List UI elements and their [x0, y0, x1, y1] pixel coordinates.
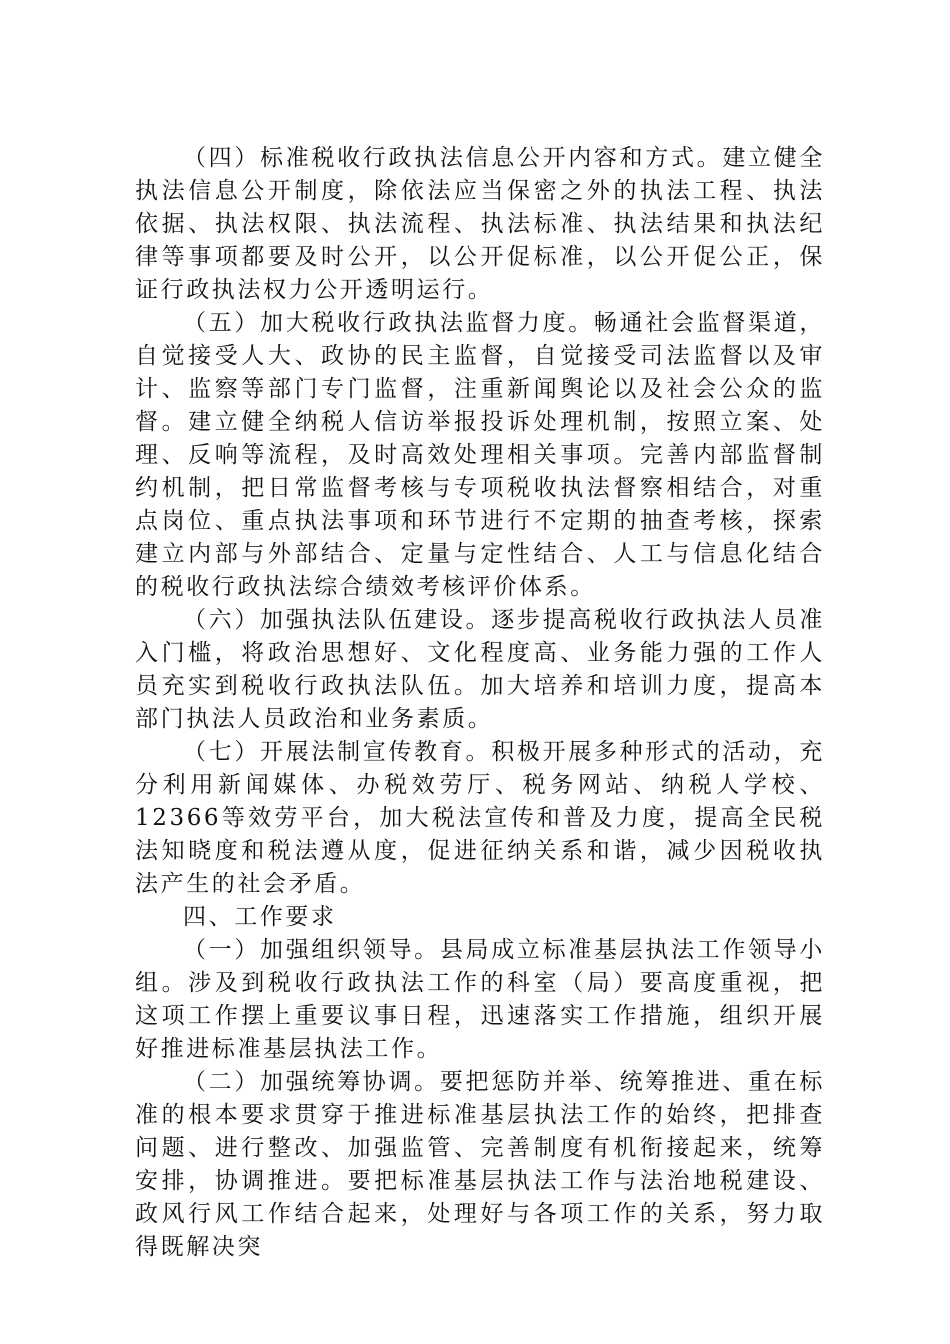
- paragraph-team-building: （六）加强执法队伍建设。逐步提高税收行政执法人员准入门槛，将政治思想好、文化程度高、业务能力强的工作人员充实到税收行政执法队伍。加大培养和培训力度，提高本部门执法人员政治和业务素质。: [135, 607, 825, 732]
- document-body: [135, 142, 825, 1264]
- paragraph-info-disclosure: （四）标准税收行政执法信息公开内容和方式。建立健全执法信息公开制度，除依法应当保密之外的执法工程、执法依据、执法权限、执法流程、执法标准、执法结果和执法纪律等事项都要及时公开，以公开促标准，以公开促公正，保证行政执法权力公开透明运行。: [135, 145, 825, 303]
- paragraph-coordination: （二）加强统筹协调。要把惩防并举、统筹推进、重在标准的根本要求贯穿于推进标准基层执法工作的始终，把排查问题、进行整改、加强监管、完善制度有机衔接起来，统筹安排，协调推进。要把标准基层执法工作与法治地税建设、政风行风工作结合起来，处理好与各项工作的关系，努力取得既解决突: [135, 1069, 825, 1260]
- paragraph-legal-education: （七）开展法制宣传教育。积极开展多种形式的活动，充分利用新闻媒体、办税效劳厅、税务网站、纳税人学校、12366等效劳平台，加大税法宣传和普及力度，提高全民税法知晓度和税法遵从度，促进征纳关系和谐，减少因税收执法产生的社会矛盾。: [135, 739, 825, 897]
- paragraph-supervision: （五）加大税收行政执法监督力度。畅通社会监督渠道，自觉接受人大、政协的民主监督，自觉接受司法监督以及审计、监察等部门专门监督，注重新闻舆论以及社会公众的监督。建立健全纳税人信访举报投诉处理机制，按照立案、处理、反响等流程，及时高效处理相关事项。完善内部监督制约机制，把日常监督考核与专项税收执法督察相结合，对重点岗位、重点执法事项和环节进行不定期的抽查考核，探索建立内部与外部结合、定量与定性结合、人工与信息化结合的税收行政执法综合绩效考核评价体系。: [135, 310, 825, 600]
- section-heading-work-requirements: 四、工作要求: [183, 904, 337, 930]
- paragraph-organization-leadership: （一）加强组织领导。县局成立标准基层执法工作领导小组。涉及到税收行政执法工作的科室（局）要高度重视，把这项工作摆上重要议事日程，迅速落实工作措施，组织开展好推进标准基层执法工作。: [135, 937, 825, 1062]
